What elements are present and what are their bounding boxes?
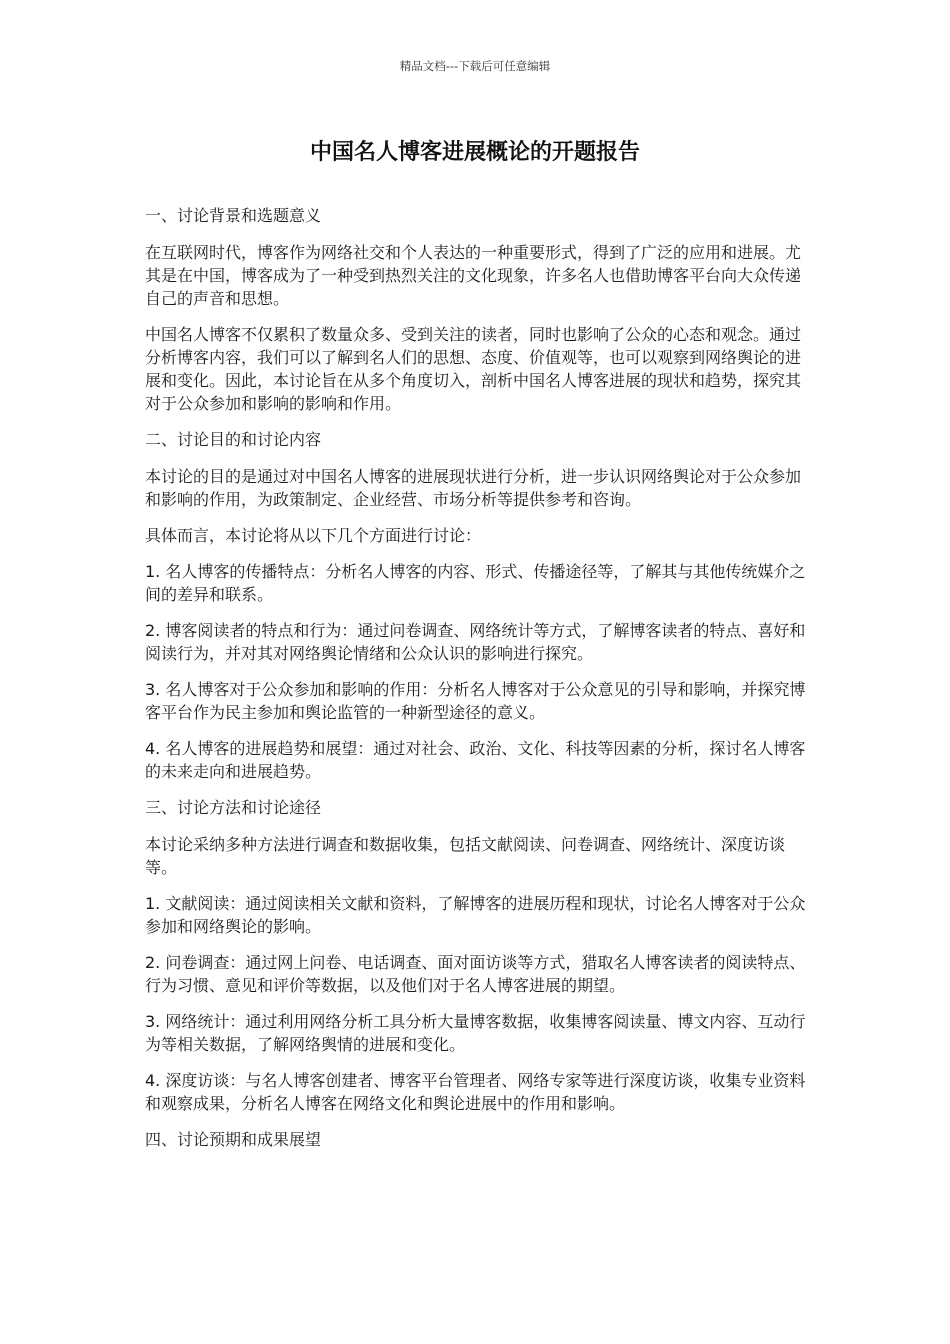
- section-heading-purpose: 二、讨论目的和讨论内容: [145, 430, 322, 449]
- section-heading-background: 一、讨论背景和选题意义: [145, 206, 322, 225]
- paragraph: 在互联网时代，博客作为网络社交和个人表达的一种重要形式，得到了广泛的应用和进展。尤其是在中国，博客成为了一种受到热烈关注的文化现象，许多名人也借助博客平台向大众传递自己的声音和思想。: [145, 243, 802, 308]
- list-item: 4. 名人博客的进展趋势和展望：通过对社会、政治、文化、科技等因素的分析，探讨名人博客的未来走向和进展趋势。: [145, 739, 806, 781]
- list-item: 3. 网络统计：通过利用网络分析工具分析大量博客数据，收集博客阅读量、博文内容、互动行为等相关数据，了解网络舆情的进展和变化。: [145, 1012, 806, 1054]
- paragraph: 中国名人博客不仅累积了数量众多、受到关注的读者，同时也影响了公众的心态和观念。通过分析博客内容，我们可以了解到名人们的思想、态度、价值观等，也可以观察到网络舆论的进展和变化。因此，本讨论旨在从多个角度切入，剖析中国名人博客进展的现状和趋势，探究其对于公众参加和影响的影响和作用。: [145, 325, 802, 413]
- paragraph: 具体而言，本讨论将从以下几个方面进行讨论：: [145, 526, 482, 545]
- list-item: 3. 名人博客对于公众参加和影响的作用：分析名人博客对于公众意见的引导和影响，并探究博客平台作为民主参加和舆论监管的一种新型途径的意义。: [145, 680, 806, 722]
- paragraph: 本讨论采纳多种方法进行调查和数据收集，包括文献阅读、问卷调查、网络统计、深度访谈等。: [145, 835, 786, 877]
- list-item: 1. 文献阅读：通过阅读相关文献和资料，了解博客的进展历程和现状，讨论名人博客对于公众参加和网络舆论的影响。: [145, 894, 806, 936]
- list-item: 4. 深度访谈：与名人博客创建者、博客平台管理者、网络专家等进行深度访谈，收集专业资料和观察成果，分析名人博客在网络文化和舆论进展中的作用和影响。: [145, 1071, 806, 1113]
- section-heading-expectation: 四、讨论预期和成果展望: [145, 1130, 322, 1149]
- paragraph: 本讨论的目的是通过对中国名人博客的进展现状进行分析，进一步认识网络舆论对于公众参加和影响的作用，为政策制定、企业经营、市场分析等提供参考和咨询。: [145, 467, 802, 509]
- list-item: 2. 问卷调查：通过网上问卷、电话调查、面对面访谈等方式，猎取名人博客读者的阅读特点、行为习惯、意见和评价等数据，以及他们对于名人博客进展的期望。: [145, 953, 806, 995]
- document-body: [145, 204, 810, 1165]
- list-item: 2. 博客阅读者的特点和行为：通过问卷调查、网络统计等方式，了解博客读者的特点、喜好和阅读行为，并对其对网络舆论情绪和公众认识的影响进行探究。: [145, 621, 806, 663]
- list-item: 1. 名人博客的传播特点：分析名人博客的内容、形式、传播途径等，了解其与其他传统媒介之间的差异和联系。: [145, 562, 806, 604]
- document-title: 中国名人博客进展概论的开题报告: [309, 140, 640, 165]
- section-heading-method: 三、讨论方法和讨论途径: [145, 798, 322, 817]
- header-note: 精品文档---下载后可任意编辑: [399, 59, 551, 73]
